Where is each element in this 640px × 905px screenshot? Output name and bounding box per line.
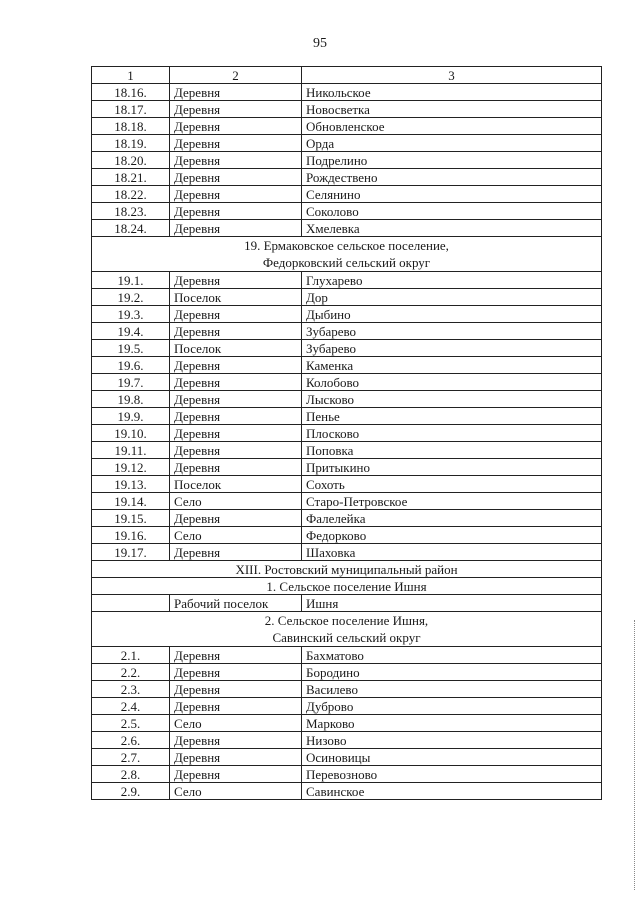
- row-number: 2.2.: [92, 664, 170, 681]
- settlement-name: Дыбино: [302, 306, 602, 323]
- settlement-name: Притыкино: [302, 459, 602, 476]
- table-row: [92, 766, 602, 783]
- table-row: [92, 647, 602, 664]
- settlement-name: Селянино: [302, 186, 602, 203]
- settlement-type: Село: [170, 783, 302, 800]
- settlement-type: Село: [170, 527, 302, 544]
- settlement-type: Деревня: [170, 544, 302, 561]
- settlement-name: Шаховка: [302, 544, 602, 561]
- settlement-type: Поселок: [170, 340, 302, 357]
- table-row: [92, 391, 602, 408]
- table-row: [92, 510, 602, 527]
- section-heading-row: [92, 237, 602, 272]
- settlement-type: Деревня: [170, 152, 302, 169]
- settlement-name: Перевозново: [302, 766, 602, 783]
- section-heading: [92, 237, 602, 272]
- page-number: 95: [313, 36, 327, 51]
- settlement-name: Зубарево: [302, 340, 602, 357]
- settlement-type: Деревня: [170, 698, 302, 715]
- settlement-name: Дуброво: [302, 698, 602, 715]
- table-row: [92, 306, 602, 323]
- row-number: 19.4.: [92, 323, 170, 340]
- settlement-name: Плосково: [302, 425, 602, 442]
- section-heading-row: [92, 612, 602, 647]
- table-row: [92, 203, 602, 220]
- table-row: [92, 323, 602, 340]
- settlement-name: Зубарево: [302, 323, 602, 340]
- settlement-name: Поповка: [302, 442, 602, 459]
- header-col-1: 1: [92, 67, 170, 84]
- table-row: [92, 459, 602, 476]
- settlement-type: Село: [170, 493, 302, 510]
- table-row: [92, 374, 602, 391]
- settlement-type: Деревня: [170, 442, 302, 459]
- table-row: [92, 118, 602, 135]
- table-row: [92, 340, 602, 357]
- row-number: 19.17.: [92, 544, 170, 561]
- table-row: [92, 749, 602, 766]
- settlement-name: Орда: [302, 135, 602, 152]
- row-number: 19.2.: [92, 289, 170, 306]
- table-row: [92, 493, 602, 510]
- settlement-name: Рождествено: [302, 169, 602, 186]
- settlement-name: Федорково: [302, 527, 602, 544]
- settlement-type: Деревня: [170, 169, 302, 186]
- section-heading: XIII. Ростовский муниципальный район: [92, 561, 602, 578]
- settlement-name: Василево: [302, 681, 602, 698]
- settlement-type: Поселок: [170, 476, 302, 493]
- settlement-name: Низово: [302, 732, 602, 749]
- settlement-name: Лысково: [302, 391, 602, 408]
- section-heading-row: [92, 578, 602, 595]
- section-heading-line: Савинский сельский округ: [272, 630, 421, 645]
- row-number: 19.16.: [92, 527, 170, 544]
- settlement-type: Деревня: [170, 766, 302, 783]
- table-row: [92, 476, 602, 493]
- row-number: 19.8.: [92, 391, 170, 408]
- header-col-2: 2: [170, 67, 302, 84]
- table-row: [92, 664, 602, 681]
- settlement-name: Каменка: [302, 357, 602, 374]
- row-number: 19.12.: [92, 459, 170, 476]
- settlement-type: Деревня: [170, 101, 302, 118]
- row-number: 18.24.: [92, 220, 170, 237]
- table-row: [92, 732, 602, 749]
- table-row: [92, 681, 602, 698]
- row-number: [92, 595, 170, 612]
- row-number: 19.10.: [92, 425, 170, 442]
- row-number: 2.3.: [92, 681, 170, 698]
- settlement-type: Деревня: [170, 681, 302, 698]
- row-number: 2.5.: [92, 715, 170, 732]
- row-number: 19.5.: [92, 340, 170, 357]
- table-row: [92, 715, 602, 732]
- settlement-name: Глухарево: [302, 272, 602, 289]
- section-heading-line: Федорковский сельский округ: [262, 255, 431, 270]
- row-number: 19.9.: [92, 408, 170, 425]
- row-number: 18.17.: [92, 101, 170, 118]
- settlement-type: Деревня: [170, 135, 302, 152]
- table-row: [92, 425, 602, 442]
- row-number: 19.3.: [92, 306, 170, 323]
- row-number: 2.8.: [92, 766, 170, 783]
- row-number: 19.6.: [92, 357, 170, 374]
- row-number: 18.19.: [92, 135, 170, 152]
- settlement-type: Деревня: [170, 749, 302, 766]
- table-row: [92, 595, 602, 612]
- settlement-name: Сохоть: [302, 476, 602, 493]
- settlement-type: Деревня: [170, 203, 302, 220]
- settlement-type: Деревня: [170, 408, 302, 425]
- settlement-type: Деревня: [170, 272, 302, 289]
- row-number: 2.7.: [92, 749, 170, 766]
- settlement-name: Дор: [302, 289, 602, 306]
- settlement-type: Деревня: [170, 118, 302, 135]
- settlement-type: Деревня: [170, 664, 302, 681]
- row-number: 2.1.: [92, 647, 170, 664]
- settlement-type: Деревня: [170, 186, 302, 203]
- settlement-type: Деревня: [170, 510, 302, 527]
- section-heading-line: 2. Сельское поселение Ишня,: [264, 613, 429, 628]
- table-row: [92, 220, 602, 237]
- settlement-name: Новосветка: [302, 101, 602, 118]
- header-row: [92, 67, 602, 84]
- section-heading: [92, 612, 602, 647]
- settlement-type: Деревня: [170, 306, 302, 323]
- settlement-name: Пенье: [302, 408, 602, 425]
- row-number: 18.22.: [92, 186, 170, 203]
- settlements-table: [91, 66, 602, 800]
- row-number: 18.20.: [92, 152, 170, 169]
- settlement-type: Деревня: [170, 357, 302, 374]
- settlement-type: Деревня: [170, 425, 302, 442]
- table-row: [92, 272, 602, 289]
- settlement-type: Село: [170, 715, 302, 732]
- settlement-name: Подрелино: [302, 152, 602, 169]
- settlement-type: Деревня: [170, 391, 302, 408]
- settlement-type: Деревня: [170, 323, 302, 340]
- row-number: 2.4.: [92, 698, 170, 715]
- settlement-name: Ишня: [302, 595, 602, 612]
- table-row: [92, 527, 602, 544]
- header-col-3: 3: [302, 67, 602, 84]
- settlement-name: Обновленское: [302, 118, 602, 135]
- row-number: 18.16.: [92, 84, 170, 101]
- section-heading-row: [92, 561, 602, 578]
- row-number: 19.7.: [92, 374, 170, 391]
- table-row: [92, 783, 602, 800]
- row-number: 19.13.: [92, 476, 170, 493]
- settlement-name: Фалелейка: [302, 510, 602, 527]
- settlement-type: Деревня: [170, 459, 302, 476]
- settlement-name: Осиновицы: [302, 749, 602, 766]
- settlement-type: Деревня: [170, 647, 302, 664]
- table-row: [92, 357, 602, 374]
- settlement-name: Соколово: [302, 203, 602, 220]
- settlement-name: Бахматово: [302, 647, 602, 664]
- row-number: 18.23.: [92, 203, 170, 220]
- settlement-type: Деревня: [170, 84, 302, 101]
- settlement-type: Деревня: [170, 220, 302, 237]
- table-row: [92, 289, 602, 306]
- table-row: [92, 698, 602, 715]
- settlement-type: Рабочий поселок: [170, 595, 302, 612]
- table-row: [92, 84, 602, 101]
- table-row: [92, 101, 602, 118]
- table-body: [92, 84, 602, 800]
- row-number: 18.18.: [92, 118, 170, 135]
- settlement-type: Поселок: [170, 289, 302, 306]
- row-number: 2.6.: [92, 732, 170, 749]
- settlement-name: Савинское: [302, 783, 602, 800]
- settlement-name: Колобово: [302, 374, 602, 391]
- settlement-name: Марково: [302, 715, 602, 732]
- row-number: 19.11.: [92, 442, 170, 459]
- settlement-type: Деревня: [170, 732, 302, 749]
- table-row: [92, 169, 602, 186]
- section-heading-line: 19. Ермаковское сельское поселение,: [244, 238, 449, 253]
- table-row: [92, 152, 602, 169]
- settlement-type: Деревня: [170, 374, 302, 391]
- table-row: [92, 544, 602, 561]
- settlement-name: Старо-Петровское: [302, 493, 602, 510]
- table-row: [92, 442, 602, 459]
- table-row: [92, 408, 602, 425]
- table-row: [92, 186, 602, 203]
- row-number: 19.15.: [92, 510, 170, 527]
- row-number: 19.14.: [92, 493, 170, 510]
- settlement-name: Бородино: [302, 664, 602, 681]
- settlement-name: Никольское: [302, 84, 602, 101]
- section-heading: 1. Сельское поселение Ишня: [92, 578, 602, 595]
- row-number: 2.9.: [92, 783, 170, 800]
- row-number: 19.1.: [92, 272, 170, 289]
- table-row: [92, 135, 602, 152]
- row-number: 18.21.: [92, 169, 170, 186]
- settlement-name: Хмелевка: [302, 220, 602, 237]
- scan-edge-mark: [634, 620, 636, 890]
